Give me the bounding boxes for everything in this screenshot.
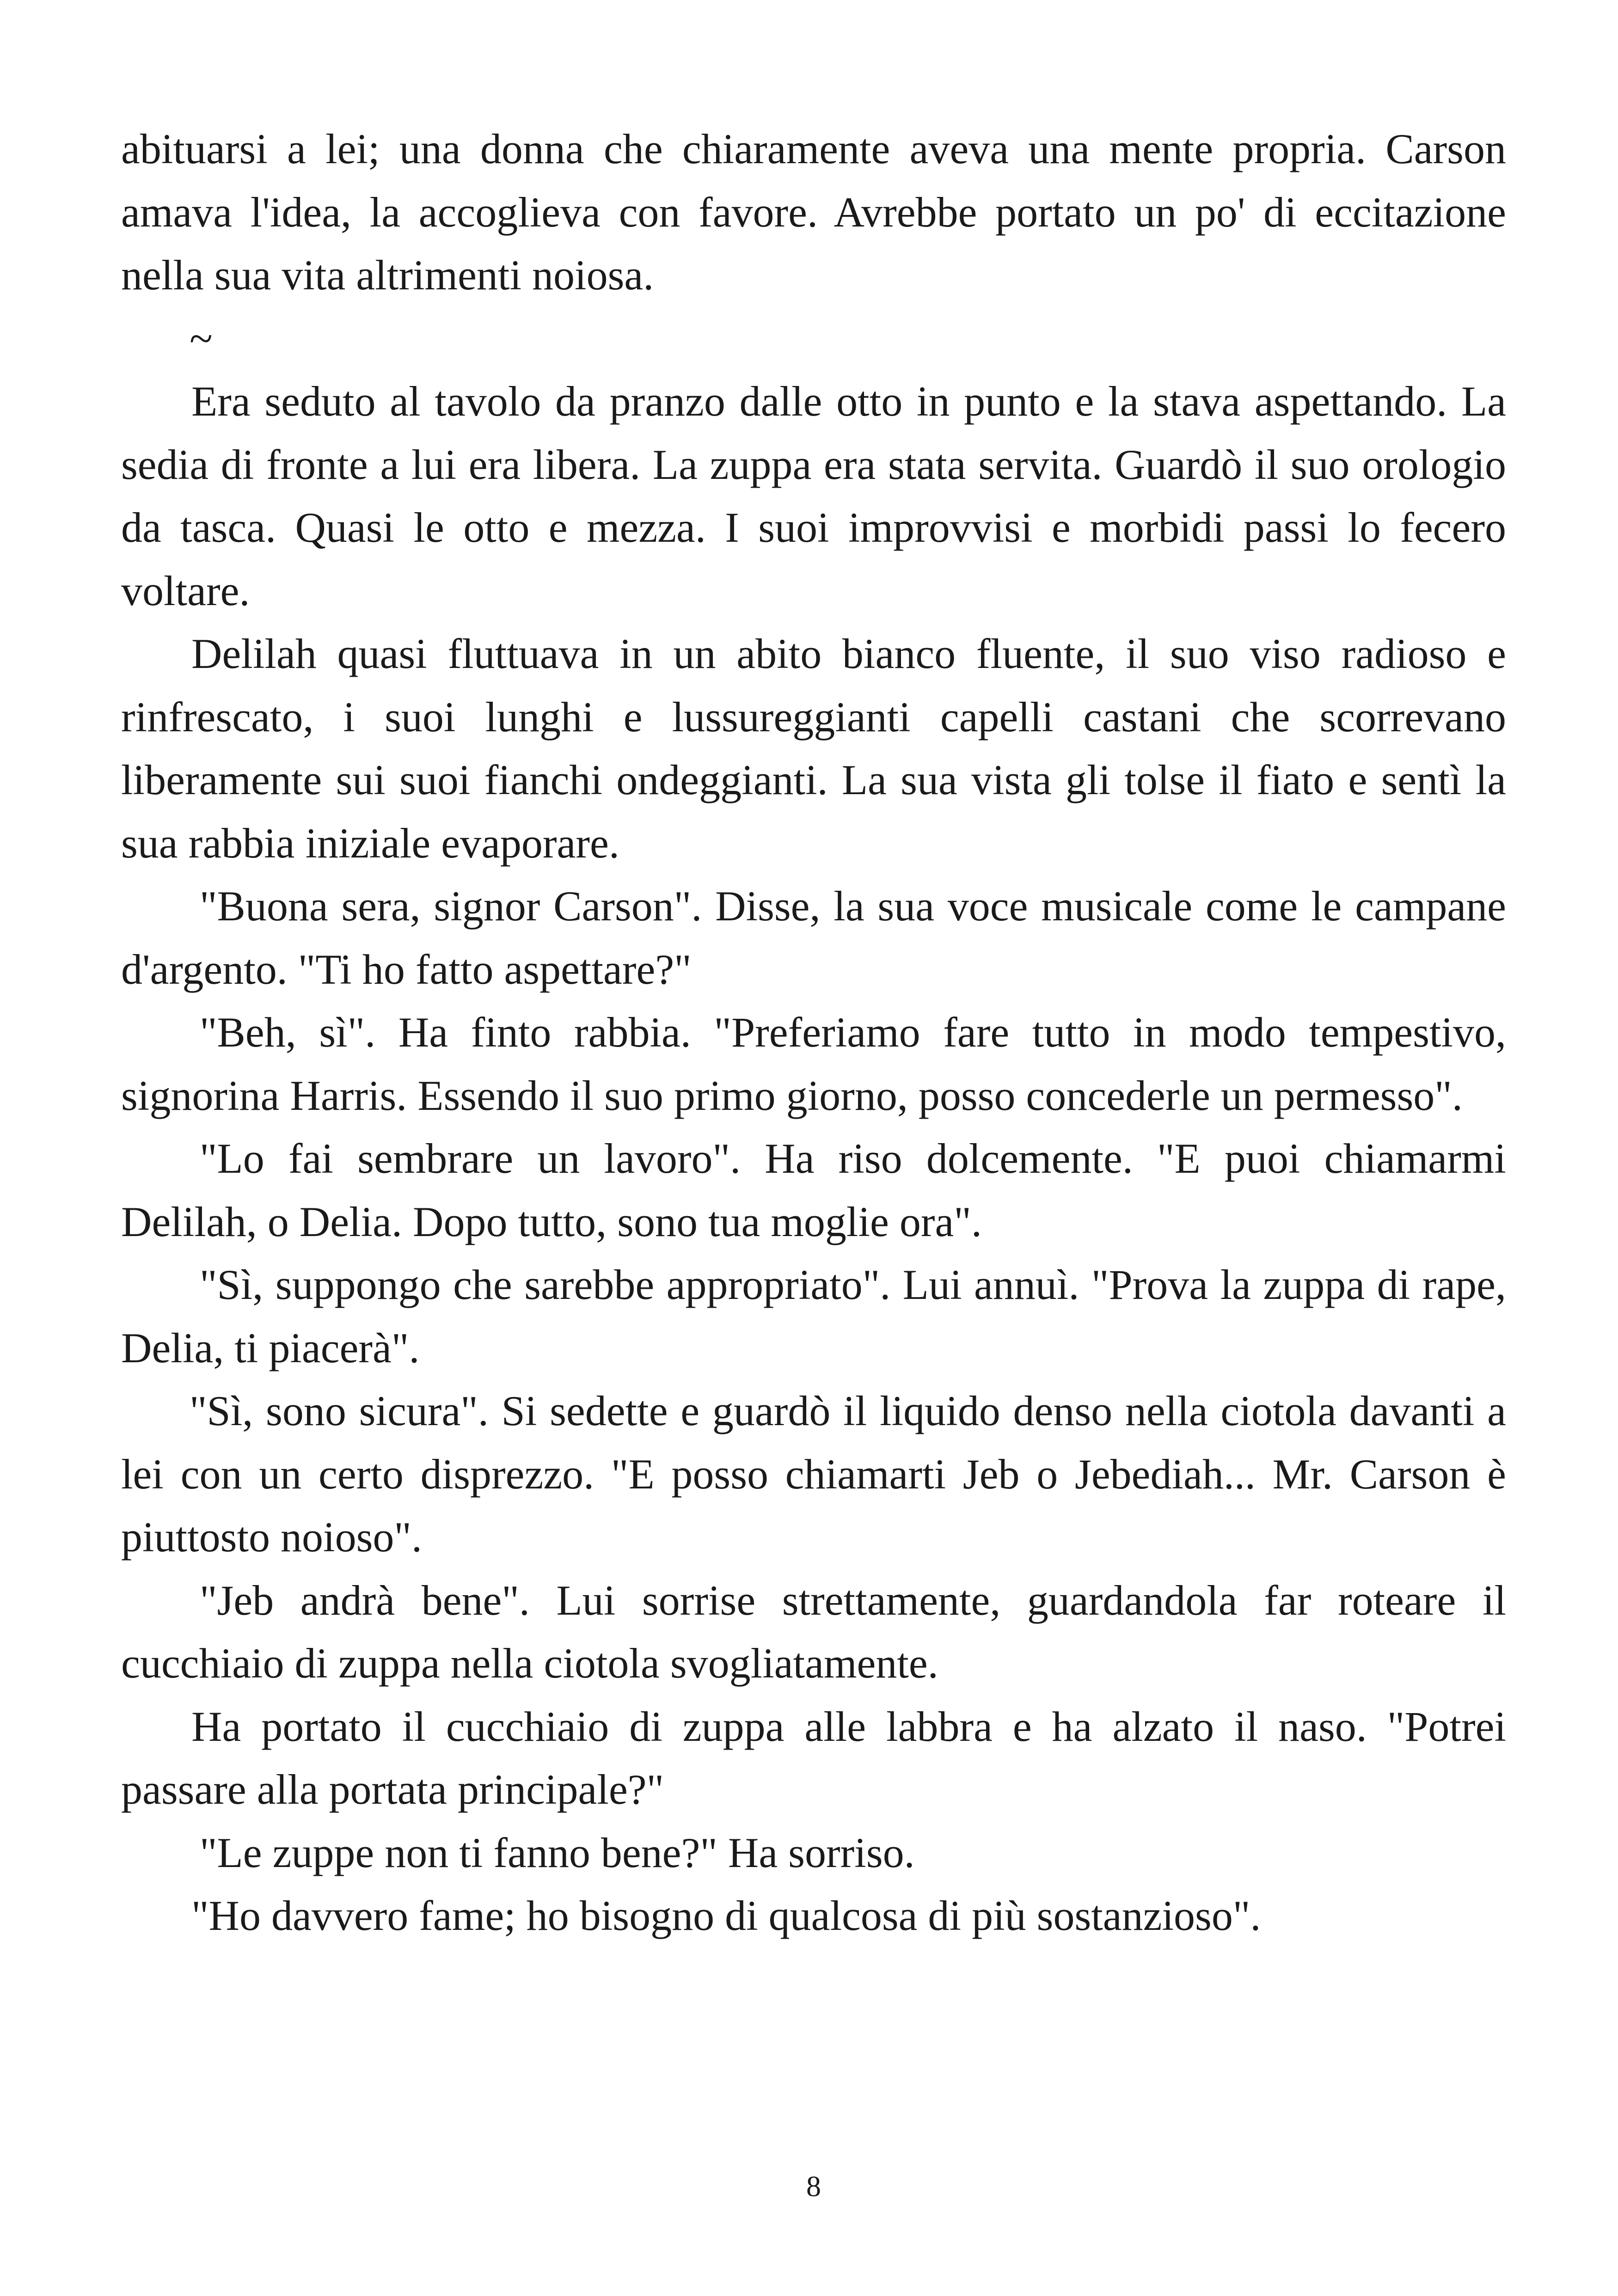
paragraph: Delilah quasi fluttuava in un abito bianco fluente, il suo viso radioso e rinfrescato, i suoi lunghi e lussureggianti capelli castani che scorrevano liberamente sui suoi fianchi ondeggianti. La sua vista gli tolse il fiato e sentì la sua rabbia iniziale evaporare. <box>121 630 1506 867</box>
paragraph: Era seduto al tavolo da pranzo dalle otto in punto e la stava aspettando. La sedia di fronte a lui era libera. La zuppa era stata servita. Guardò il suo orologio da tasca. Quasi le otto e mezza. I suoi improvvisi e morbidi passi lo fecero voltare. <box>121 378 1506 614</box>
paragraph: "Le zuppe non ti fanno bene?" Ha sorriso. <box>200 1829 915 1876</box>
paragraph: "Sì, sono sicura". Si sedette e guardò il liquido denso nella ciotola davanti a lei con un certo disprezzo. "E posso chiamarti Jeb o Jebediah... Mr. Carson è piuttosto noioso". <box>121 1387 1506 1561</box>
paragraph: "Buona sera, signor Carson". Disse, la sua voce musicale come le campane d'argento. "Ti ho fatto aspettare?" <box>121 882 1506 993</box>
paragraph: "Beh, sì". Ha finto rabbia. "Preferiamo fare tutto in modo tempestivo, signorina Harris. Essendo il suo primo giorno, posso concederle un permesso". <box>121 1009 1506 1119</box>
book-page <box>121 0 1506 2296</box>
body-text <box>121 117 1506 1947</box>
page-number: 8 <box>806 2170 821 2203</box>
section-separator: ~ <box>190 314 213 362</box>
paragraph: "Ho davvero fame; ho bisogno di qualcosa di più sostanzioso". <box>191 1892 1261 1939</box>
paragraph: Ha portato il cucchiaio di zuppa alle labbra e ha alzato il naso. "Potrei passare alla portata principale?" <box>121 1702 1506 1813</box>
paragraph: "Lo fai sembrare un lavoro". Ha riso dolcemente. "E puoi chiamarmi Delilah, o Delia. Dopo tutto, sono tua moglie ora". <box>121 1135 1506 1245</box>
paragraph: abituarsi a lei; una donna che chiaramente aveva una mente propria. Carson amava l'idea, la accoglieva con favore. Avrebbe portato un po' di eccitazione nella sua vita altrimenti noiosa. <box>121 125 1506 299</box>
paragraph: "Sì, suppongo che sarebbe appropriato". Lui annuì. "Prova la zuppa di rape, Delia, ti piacerà". <box>121 1261 1506 1371</box>
paragraph: "Jeb andrà bene". Lui sorrise strettamente, guardandola far roteare il cucchiaio di zuppa nella ciotola svogliatamente. <box>121 1576 1506 1687</box>
